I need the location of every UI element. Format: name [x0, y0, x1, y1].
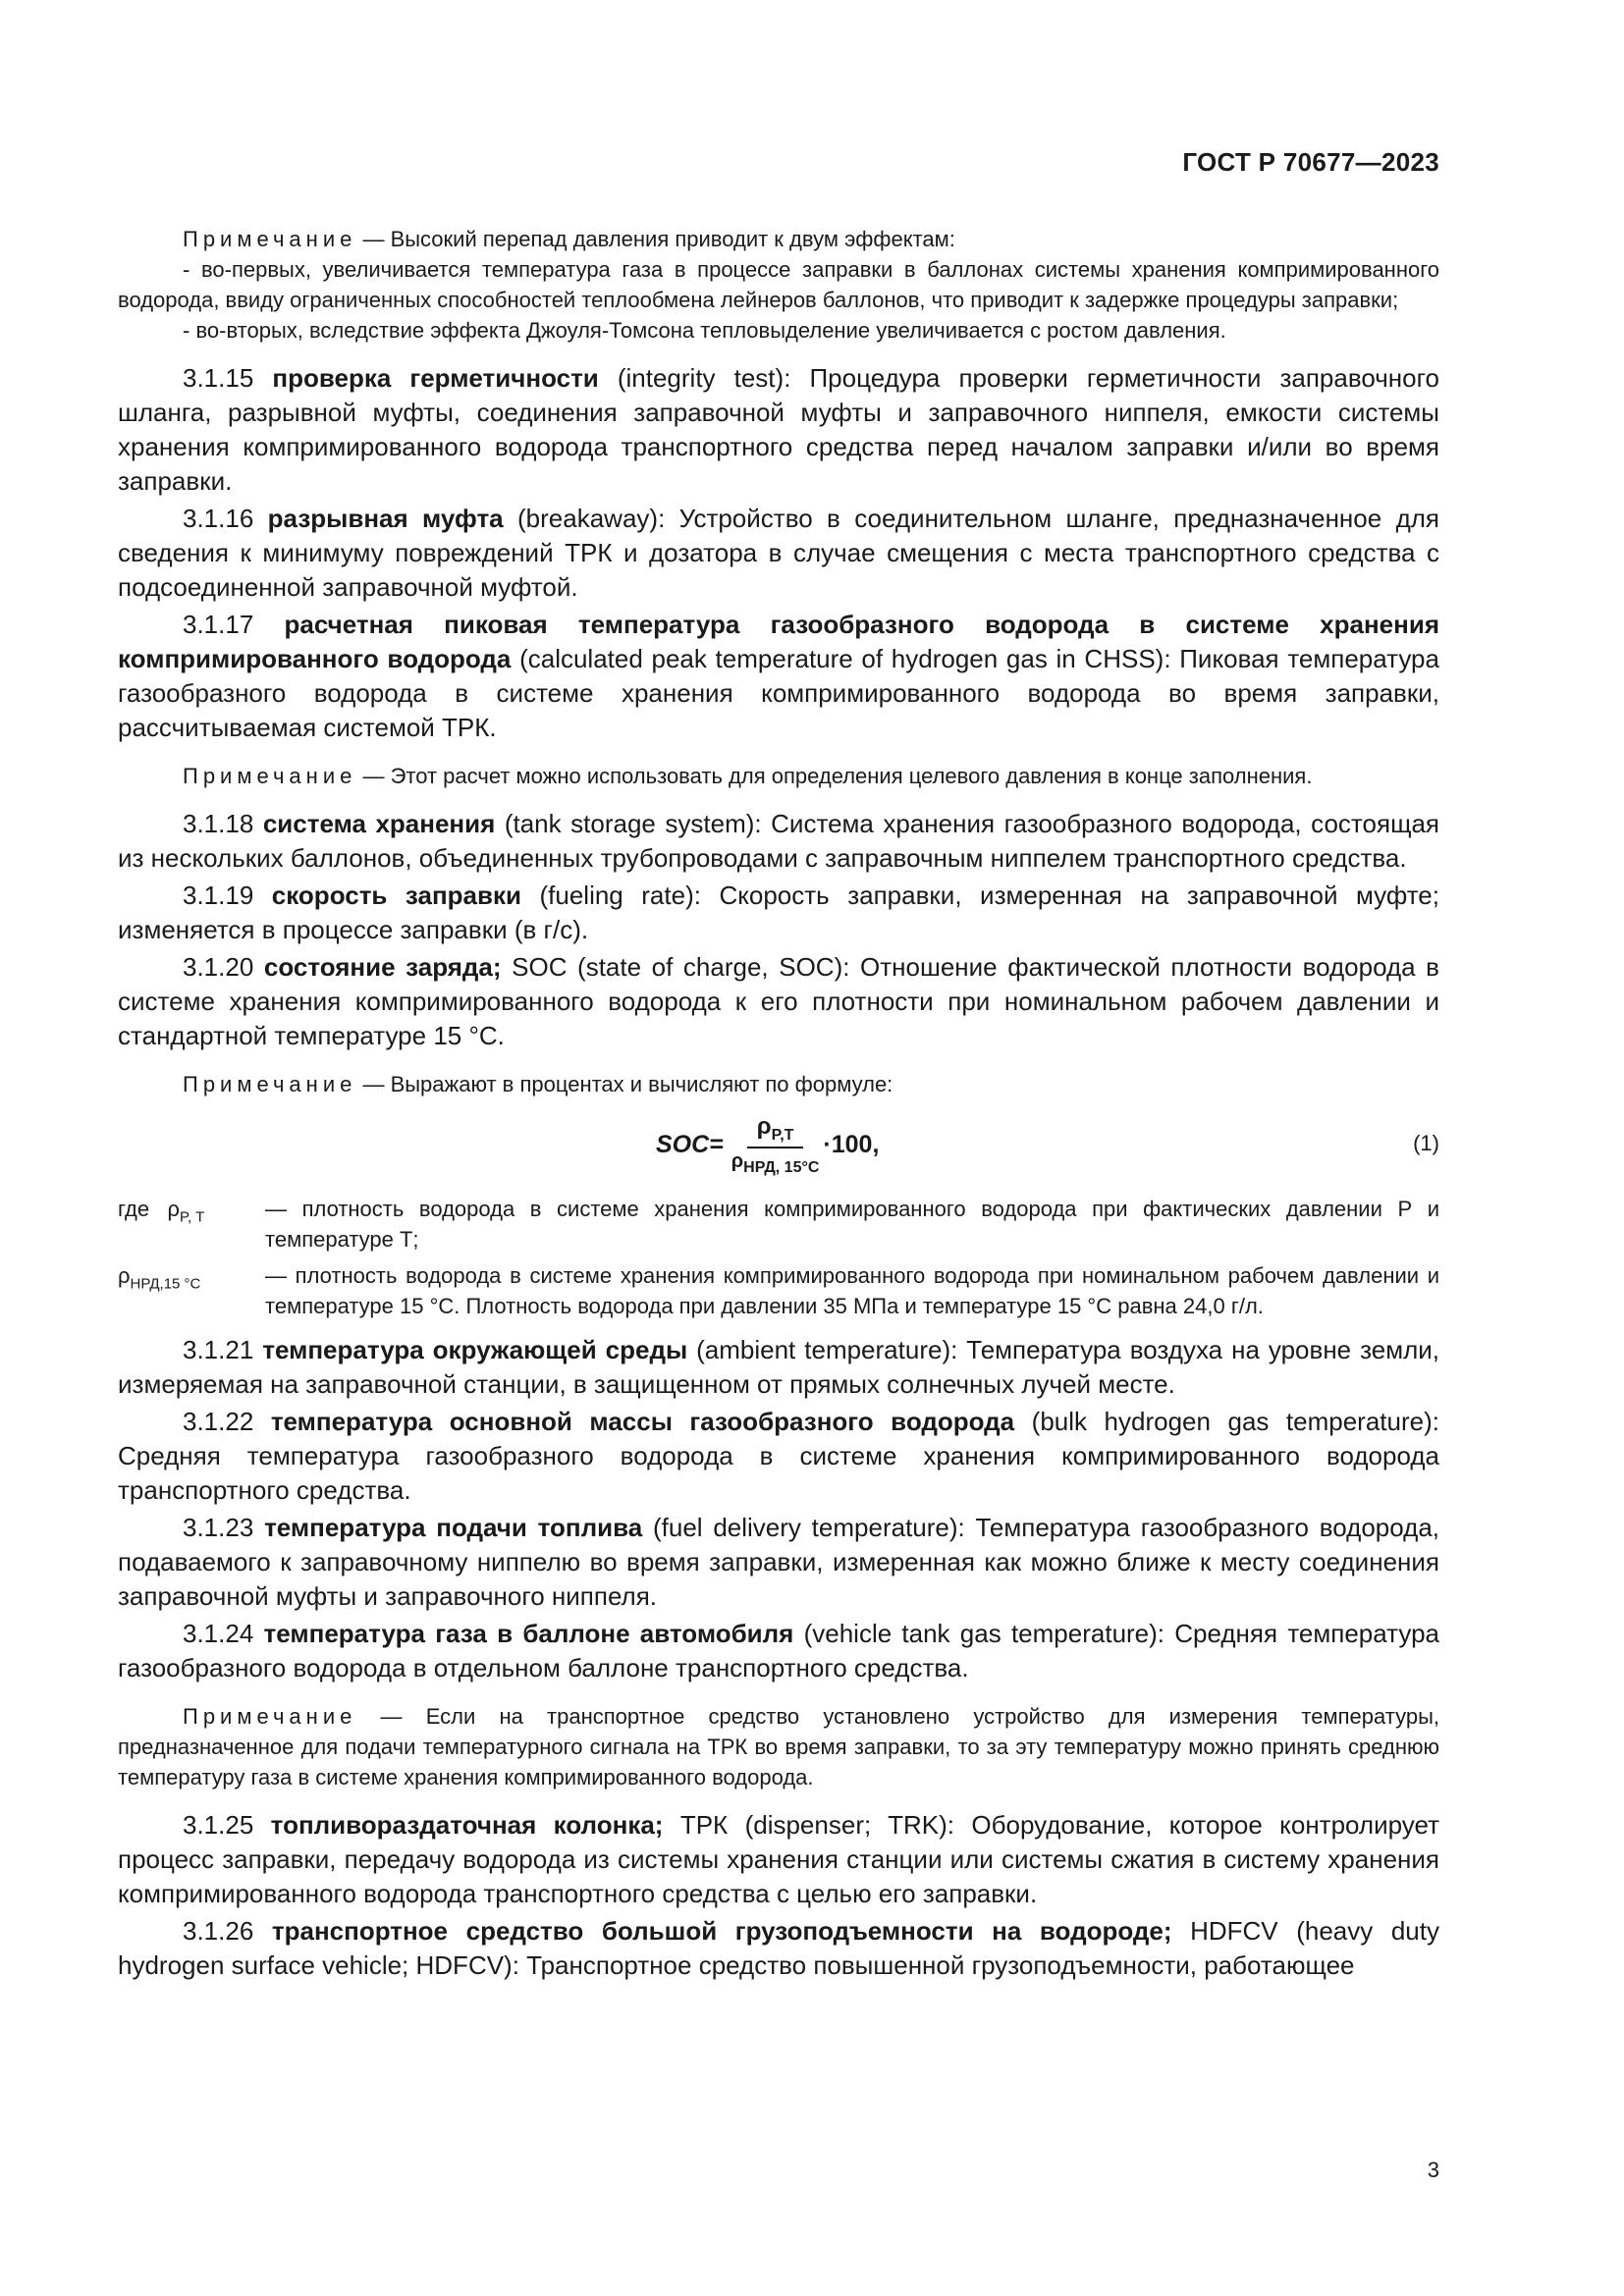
term-definition: ТРК (dispenser; TRK): Оборудование, которое контролирует процесс заправки, передачу водорода из системы хранения станции или системы сжатия в систему хранения компримированного водорода транспортного средства с целью его заправки.	[118, 1810, 1440, 1908]
where-label	[118, 1260, 265, 1321]
term-number: 3.1.15	[183, 363, 273, 393]
term-3-1-18	[118, 807, 1439, 876]
formula-number: (1)	[1413, 1131, 1439, 1155]
note-label: Примечание	[183, 1704, 357, 1729]
numerator-subscript: P,T	[771, 1126, 794, 1144]
term-3-1-19	[118, 879, 1439, 947]
term-definition: (calculated peak temperature of hydrogen gas in CHSS): Пиковая температура газообразного водорода в системе хранения компримированного водорода во время заправки, рассчитываемая системой ТРК.	[118, 644, 1439, 742]
term-name: состояние заряда;	[263, 952, 502, 982]
note-2	[118, 761, 1439, 791]
where-word: где	[118, 1197, 150, 1221]
formula-numerator	[747, 1113, 804, 1148]
term-name: температура окружающей среды	[262, 1335, 688, 1364]
term-number: 3.1.23	[183, 1513, 265, 1542]
term-3-1-24	[118, 1617, 1439, 1685]
note-4	[118, 1701, 1439, 1792]
term-name: температура газа в баллоне автомобиля	[263, 1619, 794, 1648]
term-definition: (fueling rate): Скорость заправки, измеренная на заправочной муфте; изменяется в процессе заправки (в г/с).	[118, 881, 1439, 944]
term-definition: HDFCV (heavy duty hydrogen surface vehicle; HDFCV): Транспортное средство повышенной грузоподъемности, работающее	[118, 1916, 1439, 1980]
term-number: 3.1.16	[183, 504, 268, 533]
term-3-1-26	[118, 1914, 1439, 1983]
note-label: Примечание	[183, 764, 357, 788]
document-header: ГОСТ Р 70677—2023	[1182, 147, 1439, 177]
note-1	[118, 224, 1439, 254]
term-3-1-22	[118, 1405, 1439, 1508]
term-3-1-23	[118, 1511, 1439, 1614]
term-name: проверка герметичности	[272, 363, 599, 393]
term-definition: (integrity test): Процедура проверки герметичности заправочного шланга, разрывной муфты, соединения заправочной муфты и заправочного ниппеля, емкости системы хранения компримированного водорода транспортного средства перед началом заправки и/или во время заправки.	[118, 363, 1439, 496]
page-number: 3	[1427, 2158, 1439, 2182]
soc-formula	[656, 1113, 879, 1177]
term-number: 3.1.21	[183, 1335, 263, 1364]
formula-denominator	[731, 1148, 820, 1177]
term-3-1-16	[118, 502, 1439, 605]
term-definition: (breakaway): Устройство в соединительном шланге, предназначенное для сведения к минимуму повреждений ТРК и дозатора в случае смещения с места транспортного средства с подсоединенной заправочной муфтой.	[118, 504, 1439, 602]
where-definition: — плотность водорода в системе хранения компримированного водорода при номинальном рабочем давлении и температуре 15 °С. Плотность водорода при давлении 35 МПа и температуре 15 °С равна 24,0 г/л.	[265, 1263, 1439, 1318]
note-text: — Высокий перепад давления приводит к двум эффектам:	[356, 227, 955, 251]
term-definition: (bulk hydrogen gas temperature): Средняя температура газообразного водорода в системе хранения компримированного водорода транспортного средства.	[118, 1407, 1439, 1505]
var-subscript: НРД,15 °С	[130, 1275, 201, 1293]
where-definition: — плотность водорода в системе хранения компримированного водорода при фактических давлении Р и температуре Т;	[265, 1197, 1439, 1252]
term-number: 3.1.26	[183, 1916, 272, 1946]
term-name: температура подачи топлива	[264, 1513, 643, 1542]
note-label: Примечание	[183, 227, 357, 251]
term-name: топливораздаточная колонка;	[270, 1810, 664, 1840]
term-name: расчетная пиковая температура газообразного водорода в системе хранения компримированного водорода	[118, 610, 1439, 673]
formula-lhs: SOC=	[656, 1130, 724, 1158]
term-3-1-25	[118, 1808, 1439, 1911]
rho-symbol: ρ	[756, 1113, 772, 1140]
note-3	[118, 1069, 1439, 1099]
note-text: — Если на транспортное средство установлено устройство для измерения температуры, предназначенное для подачи температурного сигнала на ТРК во время заправки, то за эту температуру можно принять среднюю температуру газа в системе хранения компримированного водорода.	[118, 1704, 1439, 1789]
term-name: транспортное средство большой грузоподъемности на водороде;	[271, 1916, 1172, 1946]
term-name: разрывная муфта	[267, 504, 504, 533]
term-number: 3.1.25	[183, 1810, 271, 1840]
term-name: система хранения	[262, 809, 496, 838]
formula-fraction	[731, 1113, 820, 1177]
term-3-1-21	[118, 1333, 1439, 1402]
denominator-subscript: НРД, 15°С	[743, 1158, 820, 1176]
where-row-2	[118, 1260, 1439, 1321]
term-number: 3.1.17	[183, 610, 285, 639]
note-text: — Выражают в процентах и вычисляют по формуле:	[356, 1072, 893, 1096]
term-number: 3.1.19	[183, 881, 272, 910]
term-definition: (fuel delivery temperature): Температура газообразного водорода, подаваемого к заправочному ниппелю во время заправки, измеренная как можно ближе к месту соединения заправочной муфты и заправочного ниппеля.	[118, 1513, 1440, 1611]
formula-rhs: ·100,	[823, 1130, 880, 1158]
term-number: 3.1.20	[183, 952, 264, 982]
where-row-1	[118, 1194, 1439, 1255]
term-definition: (vehicle tank gas temperature): Средняя температура газообразного водорода в отдельном баллоне транспортного средства.	[118, 1619, 1439, 1682]
note-1-item-2: - во-вторых, вследствие эффекта Джоуля-Томсона тепловыделение увеличивается с ростом давления.	[183, 318, 1226, 343]
term-definition: (ambient temperature): Температура воздуха на уровне земли, измеряемая на заправочной станции, в защищенном от прямых солнечных лучей месте.	[118, 1335, 1439, 1399]
where-label	[118, 1194, 265, 1255]
formula-row	[118, 1109, 1439, 1188]
rho-symbol: ρ	[118, 1263, 131, 1288]
note-text: — Этот расчет можно использовать для определения целевого давления в конце заполнения.	[356, 764, 1313, 788]
note-label: Примечание	[183, 1072, 357, 1096]
term-3-1-15	[118, 361, 1439, 499]
var-subscript: P, T	[179, 1208, 205, 1226]
note-1-item-1: - во-первых, увеличивается температура газа в процессе заправки в баллонах системы хранения компримированного водорода, ввиду ограниченных способностей теплообмена лейнеров баллонов, что приводит к задержке процедуры заправки;	[118, 257, 1439, 312]
rho-symbol: ρ	[731, 1149, 744, 1172]
term-3-1-17	[118, 608, 1439, 745]
subscript-part: НРД	[130, 1275, 160, 1293]
where-block	[118, 1194, 1439, 1321]
term-definition: SOC (state of charge, SOC): Отношение фактической плотности водорода в системе хранения компримированного водорода к его плотности при номинальном рабочем давлении и стандартной температуре 15 °С.	[118, 952, 1439, 1050]
subscript-part: 15 °С	[163, 1275, 201, 1293]
term-number: 3.1.24	[183, 1619, 264, 1648]
term-definition: (tank storage system): Система хранения газообразного водорода, состоящая из нескольких баллонов, объединенных трубопроводами с заправочным ниппелем транспортного средства.	[118, 809, 1440, 873]
term-number: 3.1.18	[183, 809, 263, 838]
term-3-1-20	[118, 950, 1439, 1053]
term-name: температура основной массы газообразного водорода	[270, 1407, 1015, 1436]
rho-symbol: ρ	[167, 1197, 180, 1221]
term-name: скорость заправки	[271, 881, 521, 910]
term-number: 3.1.22	[183, 1407, 271, 1436]
page-content	[118, 224, 1439, 1983]
